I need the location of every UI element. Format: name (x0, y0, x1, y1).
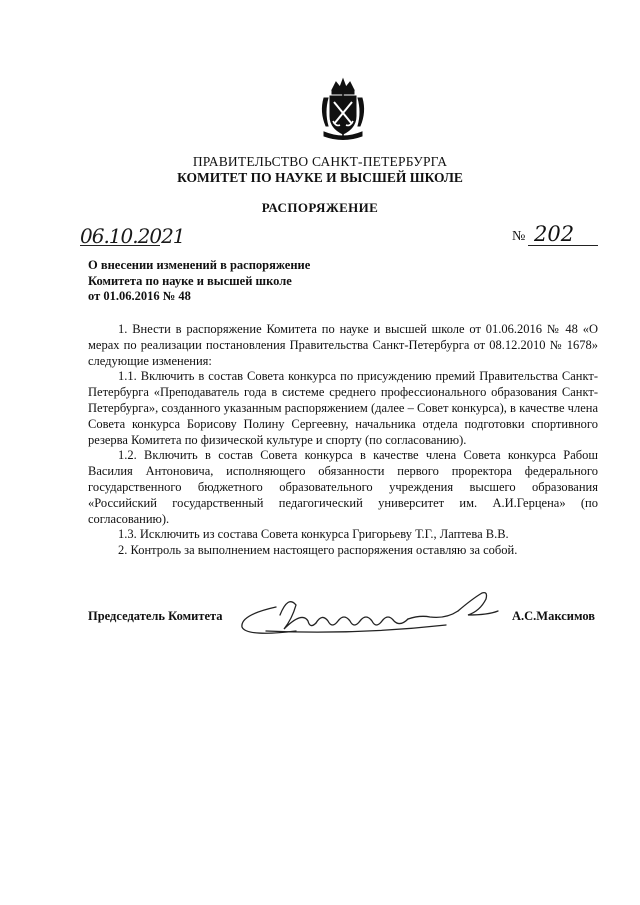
saint-petersburg-coat-of-arms-icon (318, 76, 368, 142)
committee-name: КОМИТЕТ ПО НАУКЕ И ВЫСШЕЙ ШКОЛЕ (177, 170, 463, 185)
document-subject (88, 258, 310, 305)
paragraph-1-3: 1.3. Исключить из состава Совета конкурса Григорьеву Т.Г., Лаптева В.В. (118, 527, 509, 542)
subject-line: Комитета по науке и высшей школе (88, 273, 292, 288)
signatory-title: Председатель Комитета (88, 609, 223, 623)
subject-line: от 01.06.2016 № 48 (88, 289, 191, 303)
paragraph-1: 1. Внести в распоряжение Комитета по науке и высшей школе от 01.06.2016 № 48 «О мерах по реализации постановления Правительства Санкт-Петербурга от 08.12.2010 № 1678» следующие изменения: (88, 322, 598, 368)
signatory-name: А.С.Максимов (512, 609, 596, 623)
date-underline (80, 245, 160, 246)
handwritten-signature (236, 585, 506, 645)
document-body (88, 322, 598, 559)
document-number: 202 (534, 222, 575, 246)
number-label: № (512, 229, 526, 244)
number-underline (528, 245, 598, 246)
subject-line: О внесении изменений в распоряжение (88, 258, 311, 272)
government-name: ПРАВИТЕЛЬСТВО САНКТ-ПЕТЕРБУРГА (192, 154, 448, 169)
paragraph-1-2: 1.2. Включить в состав Совета конкурса в качестве члена Совета конкурса Рабош Василия Антоновича, исполняющего обязанности первого проректора федерального государственного бюджетного образовательного учреждения высшего образования «Российский государственный педагогический университет им. А.И.Герцена» (по согласованию). (88, 448, 598, 526)
document-type: РАСПОРЯЖЕНИЕ (261, 200, 379, 215)
paragraph-1-1: 1.1. Включить в состав Совета конкурса по присуждению премий Правительства Санкт-Петербурга «Преподаватель года в системе среднего профессионального образования Санкт-Петербурга», созданного указанным распоряжением (далее – Совет конкурса), в качестве члена Совета конкурса Борисову Полину Сергеевну, начальника отдела подготовки спортивного резерва Комитета по физической культуре и спорту (по согласованию). (88, 369, 598, 447)
paragraph-2: 2. Контроль за выполнением настоящего распоряжения оставляю за собой. (118, 543, 518, 558)
document-date: 06.10.2021 (80, 224, 185, 248)
